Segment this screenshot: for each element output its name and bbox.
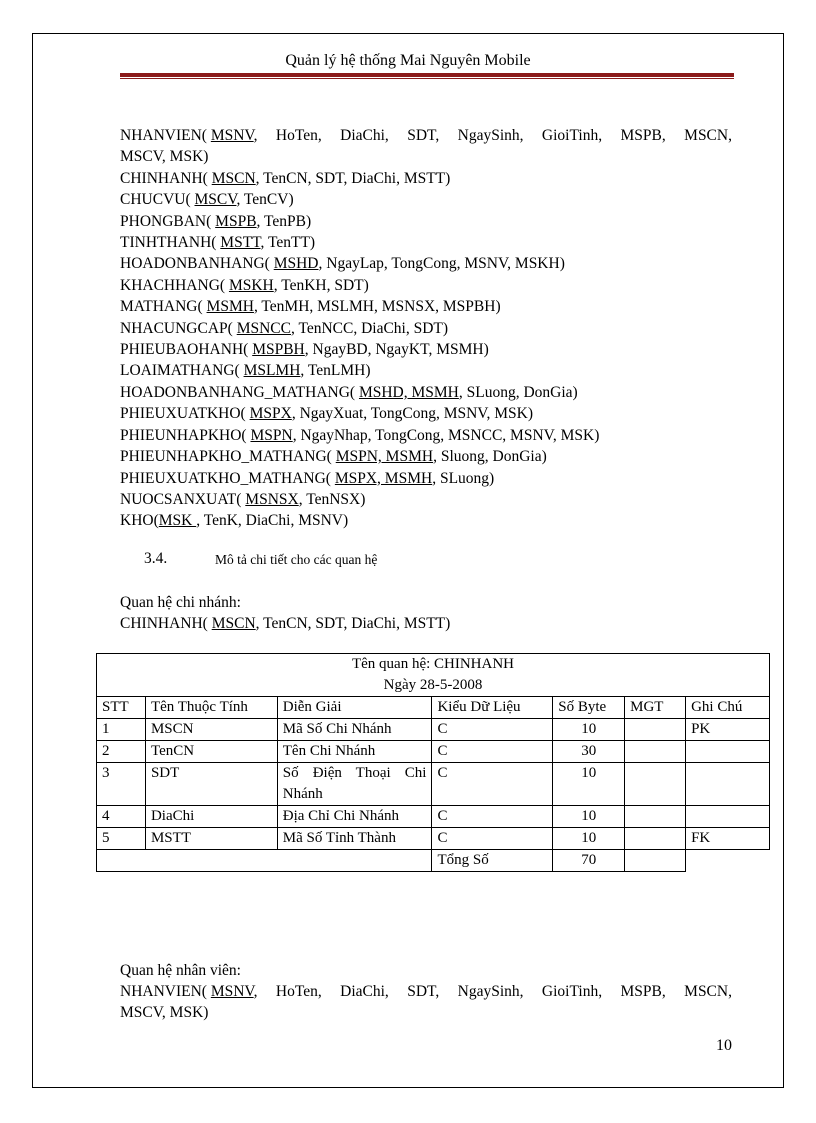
table-cell — [686, 806, 770, 828]
table-cell: C — [432, 828, 553, 850]
section-title: Mô tả chi tiết cho các quan hệ — [215, 552, 378, 567]
table-cell: DiaChi — [145, 806, 277, 828]
schema-line: CHINHANH( MSCN, TenCN, SDT, DiaChi, MSTT) — [120, 169, 451, 187]
schema-line: PHIEUXUATKHO( MSPX, NgayXuat, TongCong, MSNV, MSK) — [120, 405, 534, 423]
header-rule — [120, 73, 734, 79]
table-total-row — [97, 850, 770, 872]
schema-line: PHONGBAN( MSPB, TenPB) — [120, 212, 312, 230]
table-header: Diễn Giải — [277, 697, 432, 719]
table-title-cell: Tên quan hệ: CHINHANH Ngày 28-5-2008 — [97, 654, 770, 697]
table-row — [97, 806, 770, 828]
schema-line: LOAIMATHANG( MSLMH, TenLMH) — [120, 362, 371, 380]
table-cell — [625, 719, 686, 741]
table-header: Kiểu Dữ Liệu — [432, 697, 553, 719]
table-cell: 10 — [553, 719, 625, 741]
table-cell: C — [432, 719, 553, 741]
table-cell — [625, 828, 686, 850]
table-cell: PK — [686, 719, 770, 741]
table-row — [97, 719, 770, 741]
section-number: 3.4. — [144, 550, 168, 567]
table-header: Ghi Chú — [686, 697, 770, 719]
table-cell — [625, 741, 686, 763]
relation-branch-label: Quan hệ chi nhánh: — [120, 594, 241, 611]
relation-staff-schema: NHANVIEN( MSNV, HoTen, DiaChi, SDT, NgaySinh, GioiTinh, MSPB, MSCN, — [120, 983, 732, 1000]
table-cell: Tên Chi Nhánh — [277, 741, 432, 763]
schema-line: PHIEUNHAPKHO_MATHANG( MSPN, MSMH, Sluong, DonGia) — [120, 448, 547, 466]
table-row — [97, 828, 770, 850]
relation-staff-label: Quan hệ nhân viên: — [120, 962, 241, 979]
table-cell: Mã Số Chi Nhánh — [277, 719, 432, 741]
table-cell: 10 — [553, 763, 625, 806]
table-cell-empty — [625, 850, 686, 872]
table-row — [97, 763, 770, 806]
table-cell: 4 — [97, 806, 146, 828]
relation-branch-intro — [120, 592, 732, 634]
table-cell: SDT — [145, 763, 277, 806]
table-cell: FK — [686, 828, 770, 850]
table-cell: TenCN — [145, 741, 277, 763]
table-cell — [625, 806, 686, 828]
schema-line: PHIEUNHAPKHO( MSPN, NgayNhap, TongCong, MSNCC, MSNV, MSK) — [120, 426, 600, 444]
table-cell: 10 — [553, 828, 625, 850]
table-cell: 10 — [553, 806, 625, 828]
page-number: 10 — [716, 1037, 732, 1054]
table-title-row — [97, 654, 770, 697]
table-cell — [625, 763, 686, 806]
table-header: MGT — [625, 697, 686, 719]
table-cell: Mã Số Tỉnh Thành — [277, 828, 432, 850]
table-row — [97, 741, 770, 763]
table-header: STT — [97, 697, 146, 719]
relation-staff-intro — [120, 960, 732, 1023]
relation-staff-schema-cont: MSCV, MSK) — [120, 1004, 209, 1021]
table-cell — [686, 763, 770, 806]
schema-line: KHO(MSK , TenK, DiaChi, MSNV) — [120, 512, 349, 530]
table-cell: MSTT — [145, 828, 277, 850]
table-cell: 30 — [553, 741, 625, 763]
schema-line-nhanvien: NHANVIEN( MSNV, HoTen, DiaChi, SDT, NgaySinh, GioiTinh, MSPB, MSCN, — [120, 127, 732, 144]
table-cell: Địa Chỉ Chi Nhánh — [277, 806, 432, 828]
relation-table — [96, 653, 770, 872]
table-cell: C — [432, 741, 553, 763]
schema-line: MATHANG( MSMH, TenMH, MSLMH, MSNSX, MSPBH) — [120, 298, 501, 316]
table-cell-empty — [97, 850, 432, 872]
schema-line: PHIEUBAOHANH( MSPBH, NgayBD, NgayKT, MSMH) — [120, 341, 489, 359]
table-cell: Số Điện Thoại Chi Nhánh — [277, 763, 432, 806]
table-cell — [686, 741, 770, 763]
relation-branch-schema: CHINHANH( MSCN, TenCN, SDT, DiaChi, MSTT) — [120, 615, 451, 632]
total-label: Tổng Số — [432, 850, 553, 872]
schema-line: TINHTHANH( MSTT, TenTT) — [120, 234, 316, 252]
total-value: 70 — [553, 850, 625, 872]
schema-line-nhanvien-cont: MSCV, MSK) — [120, 148, 209, 166]
table-header-row — [97, 697, 770, 719]
table-cell: MSCN — [145, 719, 277, 741]
schema-line: HOADONBANHANG( MSHD, NgayLap, TongCong, MSNV, MSKH) — [120, 255, 565, 273]
table-cell: 1 — [97, 719, 146, 741]
table-cell: C — [432, 806, 553, 828]
schema-line: KHACHHANG( MSKH, TenKH, SDT) — [120, 276, 369, 294]
table-cell: C — [432, 763, 553, 806]
schema-line: HOADONBANHANG_MATHANG( MSHD, MSMH, SLuong, DonGia) — [120, 383, 578, 401]
table-cell: 5 — [97, 828, 146, 850]
table-cell: 2 — [97, 741, 146, 763]
schema-line: PHIEUXUATKHO_MATHANG( MSPX, MSMH, SLuong) — [120, 469, 495, 487]
schema-line: NHACUNGCAP( MSNCC, TenNCC, DiaChi, SDT) — [120, 319, 449, 337]
schema-list — [120, 125, 732, 532]
table-header: Số Byte — [553, 697, 625, 719]
schema-line: CHUCVU( MSCV, TenCV) — [120, 191, 294, 209]
page-header-title: Quản lý hệ thống Mai Nguyên Mobile — [285, 52, 531, 69]
table-cell: 3 — [97, 763, 146, 806]
schema-line: NUOCSANXUAT( MSNSX, TenNSX) — [120, 490, 366, 508]
table-header: Tên Thuộc Tính — [145, 697, 277, 719]
